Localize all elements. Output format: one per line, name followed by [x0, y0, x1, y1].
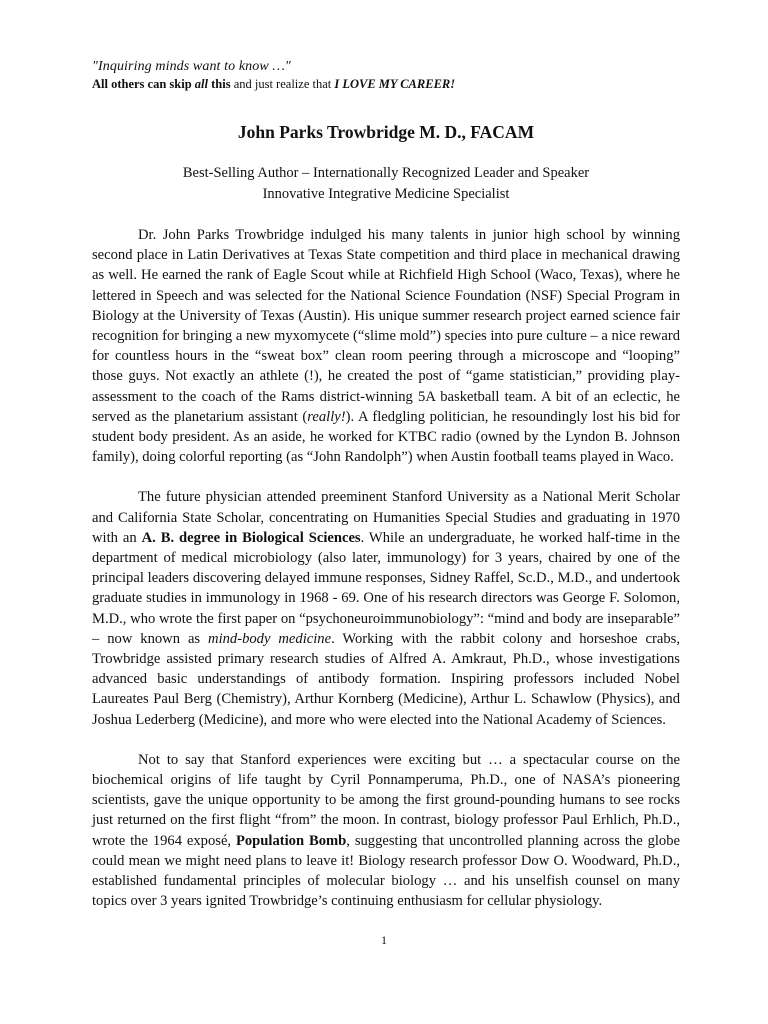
paragraph-1-text-a: Dr. John Parks Trowbridge indulged his many talents in junior high school by winning second place in Latin Derivatives at Texas State competition and third place in mechanical drawing as well. He earned the rank of Eagle Scout while at Richfield High School (Waco, Texas), where he lettered in Speech and was selected for the National Science Foundation (NSF) Special Program in Biology at the University of Texas (Austin). His unique summer research project earned science fair recognition for bringing a new myxomycete (“slime mold”) species into pure culture – a nice reward for countless hours in the “sweat box” clean room peering through a microscope and “looping” those guys. Not exactly an athlete (!), he created the post of “game statistician,” providing play-assessment to the coach of the Rams district-winning 5A basketball team. A bit of an eclectic, he served as the planetarium assistant ( — [92, 227, 681, 425]
degree-bold: A. B. degree in Biological Sciences — [141, 529, 361, 546]
paragraph-2-text-b: . While an undergraduate, he worked half-time in the department of medical microbiology (also later, immunology) for 3 years, chaired by one of the principal leaders discovering delayed immune responses, Sidney Raffel, Sc.D., M.D., and undertook graduate studies in immunology in 1968 - 69. One of his research directors was George F. Solomon, M.D., who wrote the first paper on “psychoneuroimmunobiology”: “mind and body are inseparable” – now known as — [92, 529, 680, 647]
really-emphasis: really! — [307, 408, 346, 425]
paragraph-2 — [92, 487, 680, 729]
header-quote: "Inquiring minds want to know …" — [92, 59, 291, 74]
page-number: 1 — [381, 933, 387, 947]
paragraph-1-text-b: ). A fledgling politician, he resoundingly lost his bid for student body president. As an aside, he worked for KTBC radio (owned by the Lyndon B. Johnson family), doing colorful reporting (as “John Randolph”) when Austin football teams played in Waco. — [92, 408, 680, 466]
skip-this: this — [208, 77, 231, 91]
paragraph-1 — [92, 225, 680, 467]
skip-pre: All others can skip — [92, 77, 195, 91]
paragraph-2-text-a: The future physician attended preeminent Stanford University as a National Merit Scholar and California State Scholar, concentrating on Humanities Special Studies and graduating in 1970 with an — [92, 489, 680, 546]
population-bomb-bold: Population Bomb — [235, 832, 347, 849]
paragraph-3 — [92, 750, 680, 912]
skip-career: I LOVE MY CAREER! — [334, 77, 456, 91]
subtitle-line-1: Best-Selling Author – Internationally Recognized Leader and Speaker — [182, 165, 590, 181]
paragraph-3-text-a: Not to say that Stanford experiences were exciting but … a spectacular course on the biochemical origins of life taught by Cyril Ponnamperuma, Ph.D., one of NASA’s pioneering scientists, gave the unique opportunity to be among the first ground-pounding humans to see rocks just returned on the first flight “from” the moon. In contrast, biology professor Paul Erhlich, Ph.D., wrote the 1964 exposé, — [92, 751, 680, 849]
skip-mid: and just realize that — [230, 77, 335, 91]
paragraph-3-text-b: , suggesting that uncontrolled planning across the globe could mean we might need plans to leave it! Biology research professor Dow O. Woodward, Ph.D., established fundamental principles of molecular biology … and his unselfish counsel on many topics over 3 years ignited Trowbridge’s continuing enthusiasm for cellular physiology. — [92, 832, 680, 910]
document-title: John Parks Trowbridge M. D., FACAM — [237, 122, 535, 142]
paragraph-2-text-c: . Working with the rabbit colony and horseshoe crabs, Trowbridge assisted primary research studies of Alfred A. Amkraut, Ph.D., whose investigations advanced basic understandings of antibody formation. Inspiring professors included Nobel Laureates Paul Berg (Chemistry), Arthur Kornberg (Medicine), Arthur L. Schawlow (Physics), and Joshua Lederberg (Medicine), and more who were elected into the National Academy of Sciences. — [92, 630, 680, 728]
header-skip-line — [92, 76, 680, 92]
skip-all: all — [194, 77, 208, 91]
mind-body-emphasis: mind-body medicine — [208, 630, 332, 647]
subtitle-line-2: Innovative Integrative Medicine Specialist — [262, 186, 510, 202]
